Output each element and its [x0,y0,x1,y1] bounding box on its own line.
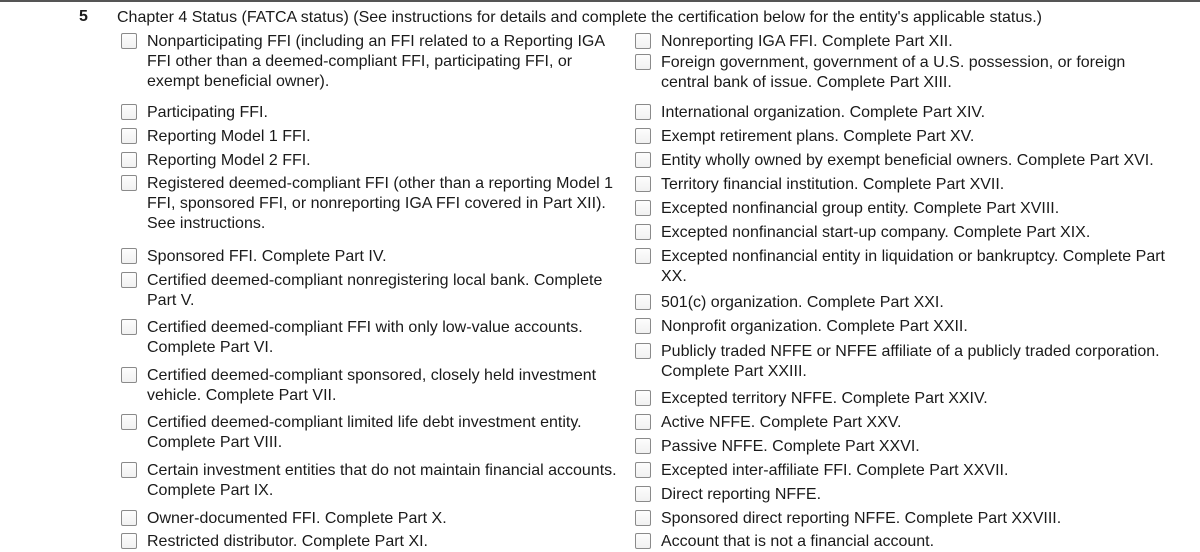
status-option-label: Registered deemed-compliant FFI (other than a reporting Model 1 FFI, sponsored FFI, or nonreporting IGA FFI covered in Part XII). See instructions. [147,175,614,232]
checkbox-nonparticipating-ffi-including-an-ffi[interactable] [121,33,137,49]
checkbox-participating-ffi[interactable] [121,104,137,120]
checkbox-excepted-nonfinancial-group-entity-complete[interactable] [635,200,651,216]
checkbox-excepted-territory-nffe-complete-part[interactable] [635,390,651,406]
status-option-label: Certified deemed-compliant nonregistering local bank. Complete Part V. [147,272,603,309]
checkbox-certified-deemed-compliant-ffi-with[interactable] [121,319,137,335]
checkbox-active-nffe-complete-part-xxv[interactable] [635,414,651,430]
checkbox-certified-deemed-compliant-nonregistering-local[interactable] [121,272,137,288]
checkbox-entity-wholly-owned-by-exempt[interactable] [635,152,651,168]
status-option-label: Certain investment entities that do not maintain financial accounts. Complete Part IX. [147,462,617,499]
status-option-label: Publicly traded NFFE or NFFE affiliate of a publicly traded corporation. Complete Part XXIII. [661,343,1160,380]
status-option-label: Excepted nonfinancial entity in liquidation or bankruptcy. Complete Part XX. [661,248,1165,285]
checkbox-nonprofit-organization-complete-part-xxii[interactable] [635,318,651,334]
status-option-label: Certified deemed-compliant sponsored, closely held investment vehicle. Complete Part VII. [147,367,597,404]
checkbox-account-that-is-not-a[interactable] [635,533,651,549]
checkbox-exempt-retirement-plans-complete-part[interactable] [635,128,651,144]
status-option-label: Sponsored FFI. Complete Part IV. [147,248,387,265]
status-option-label: Nonreporting IGA FFI. Complete Part XII. [661,33,953,50]
status-option-label: Exempt retirement plans. Complete Part XV. [661,128,975,145]
status-option-label: Reporting Model 2 FFI. [147,152,311,169]
checkbox-restricted-distributor-complete-part-xi[interactable] [121,533,137,549]
checkbox-excepted-nonfinancial-start-up-company[interactable] [635,224,651,240]
status-option-label: 501(c) organization. Complete Part XXI. [661,294,944,311]
status-option-label: Excepted inter-affiliate FFI. Complete Part XXVII. [661,462,1009,479]
status-option-label: Direct reporting NFFE. [661,486,822,503]
status-option-label: Participating FFI. [147,104,268,121]
status-option-label: Owner-documented FFI. Complete Part X. [147,510,447,527]
checkbox-sponsored-ffi-complete-part-iv[interactable] [121,248,137,264]
checkbox-certain-investment-entities-that-do[interactable] [121,462,137,478]
section-number: 5 [79,8,88,25]
status-option-label: Certified deemed-compliant FFI with only low-value accounts. Complete Part VI. [147,319,583,356]
top-rule [0,0,1200,2]
checkbox-certified-deemed-compliant-limited-life[interactable] [121,414,137,430]
status-option-label: Nonprofit organization. Complete Part XXII. [661,318,968,335]
status-option-label: Excepted territory NFFE. Complete Part XXIV. [661,390,988,407]
checkbox-501-c-organization-complete-part[interactable] [635,294,651,310]
checkbox-registered-deemed-compliant-ffi-other[interactable] [121,175,137,191]
status-option-label: Passive NFFE. Complete Part XXVI. [661,438,920,455]
checkbox-excepted-nonfinancial-entity-in-liquidation[interactable] [635,248,651,264]
status-option-label: Sponsored direct reporting NFFE. Complete Part XXVIII. [661,510,1062,527]
status-option-label: Excepted nonfinancial group entity. Complete Part XVIII. [661,200,1060,217]
checkbox-nonreporting-iga-ffi-complete-part[interactable] [635,33,651,49]
status-option-label: Excepted nonfinancial start-up company. Complete Part XIX. [661,224,1091,241]
checkbox-owner-documented-ffi-complete-part[interactable] [121,510,137,526]
status-option-label: Territory financial institution. Complete Part XVII. [661,176,1005,193]
checkbox-sponsored-direct-reporting-nffe-complete[interactable] [635,510,651,526]
status-option-label: Account that is not a financial account. [661,533,935,550]
checkbox-reporting-model-1-ffi[interactable] [121,128,137,144]
status-option-label: Nonparticipating FFI (including an FFI related to a Reporting IGA FFI other than a deemed-compliant FFI, participating FFI, or exempt beneficial owner). [147,33,605,90]
status-option-label: Reporting Model 1 FFI. [147,128,311,145]
status-option-label: Restricted distributor. Complete Part XI. [147,533,428,550]
status-option-label: Active NFFE. Complete Part XXV. [661,414,902,431]
checkbox-territory-financial-institution-complete-part[interactable] [635,176,651,192]
checkbox-international-organization-complete-part-xiv[interactable] [635,104,651,120]
status-option-label: International organization. Complete Part XIV. [661,104,986,121]
checkbox-foreign-government-government-of-a[interactable] [635,54,651,70]
checkbox-excepted-inter-affiliate-ffi-complete[interactable] [635,462,651,478]
status-option-label: Certified deemed-compliant limited life debt investment entity. Complete Part VIII. [147,414,582,451]
section-title: Chapter 4 Status (FATCA status) (See instructions for details and complete the certification below for the entity's applicable status.) [117,9,1042,26]
status-option-label: Entity wholly owned by exempt beneficial owners. Complete Part XVI. [661,152,1154,169]
checkbox-certified-deemed-compliant-sponsored-closely[interactable] [121,367,137,383]
checkbox-direct-reporting-nffe[interactable] [635,486,651,502]
checkbox-publicly-traded-nffe-or-nffe[interactable] [635,343,651,359]
status-option-label: Foreign government, government of a U.S. possession, or foreign central bank of issue. Complete Part XIII. [661,54,1126,91]
checkbox-reporting-model-2-ffi[interactable] [121,152,137,168]
checkbox-passive-nffe-complete-part-xxvi[interactable] [635,438,651,454]
